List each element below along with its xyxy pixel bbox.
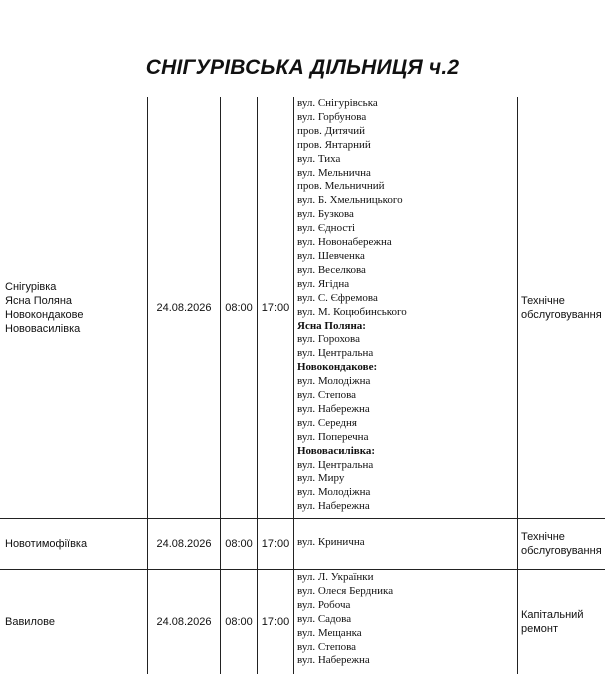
street-item: вул. Набережна bbox=[297, 402, 370, 415]
page-title: СНІГУРІВСЬКА ДІЛЬНИЦЯ ч.2 bbox=[145, 56, 460, 79]
street-item: вул. Молодіжна bbox=[297, 486, 371, 499]
time-to: 17:00 bbox=[261, 301, 290, 314]
outage-date: 24.08.2026 bbox=[156, 616, 212, 628]
settlement-header: Нововасилівка: bbox=[297, 444, 376, 457]
street-item: вул. Горбунова bbox=[297, 110, 367, 123]
street-item: вул. Молодіжна bbox=[297, 375, 371, 388]
street-item: вул. Олеся Бердника bbox=[297, 584, 394, 597]
time-to-cell bbox=[258, 97, 293, 518]
streets-list bbox=[297, 97, 407, 514]
settlement-name: Нововасилівка bbox=[5, 322, 81, 335]
time-from: 08:00 bbox=[225, 301, 253, 314]
work-type: обслуговування bbox=[521, 545, 602, 557]
work-type: обслуговування bbox=[521, 308, 602, 321]
time-from: 08:00 bbox=[225, 538, 253, 550]
street-item: вул. Горохова bbox=[297, 333, 360, 346]
street-item: пров. Мельничний bbox=[297, 180, 385, 193]
street-item: вул. Набережна bbox=[297, 654, 370, 667]
street-item: вул. Новонабережна bbox=[297, 236, 392, 249]
time-to-cell bbox=[258, 519, 293, 569]
settlement-name: Новокондакове bbox=[5, 308, 84, 321]
time-from-cell bbox=[221, 570, 257, 674]
date-cell bbox=[148, 97, 220, 518]
work-type-cell bbox=[521, 97, 605, 518]
time-to: 17:00 bbox=[261, 616, 290, 628]
outage-date: 24.08.2026 bbox=[156, 538, 212, 550]
street-item: вул. Поперечна bbox=[297, 430, 369, 443]
settlements-cell bbox=[5, 570, 145, 674]
settlement-header: Ясна Поляна: bbox=[297, 319, 366, 332]
street-item: вул. С. Єфремова bbox=[297, 291, 378, 304]
table-row bbox=[0, 519, 605, 569]
time-from-cell bbox=[221, 519, 257, 569]
settlements-cell bbox=[5, 97, 145, 518]
street-item: вул. Центральна bbox=[297, 347, 374, 360]
outage-schedule-table bbox=[0, 97, 605, 674]
outage-date: 24.08.2026 bbox=[156, 301, 212, 314]
settlement-header: Новокондакове: bbox=[297, 361, 378, 374]
streets-list bbox=[297, 571, 393, 668]
street-item: вул. Садова bbox=[297, 612, 352, 625]
street-item: вул. Веселкова bbox=[297, 263, 366, 276]
settlement-name: Снігурівка bbox=[5, 280, 57, 293]
street-item: вул. Шевченка bbox=[297, 249, 365, 262]
street-item: вул. Снігурівська bbox=[297, 97, 378, 109]
street-item: вул. Єдності bbox=[297, 222, 356, 235]
work-type-cell bbox=[521, 570, 605, 674]
work-type-cell bbox=[521, 519, 605, 569]
table-row bbox=[0, 97, 605, 518]
table-row bbox=[0, 570, 605, 674]
time-from: 08:00 bbox=[225, 616, 253, 628]
work-type: Капітальний bbox=[521, 609, 584, 621]
date-cell bbox=[148, 519, 220, 569]
street-item: вул. Мещанка bbox=[297, 626, 362, 639]
street-item: вул. Миру bbox=[297, 472, 345, 485]
street-item: вул. Середня bbox=[297, 416, 357, 429]
settlements-cell bbox=[5, 519, 145, 569]
street-item: вул. Бузкова bbox=[297, 208, 354, 221]
street-item: вул. Тиха bbox=[297, 152, 341, 165]
settlement-name: Вавилове bbox=[5, 616, 55, 628]
time-to: 17:00 bbox=[261, 538, 290, 550]
date-cell bbox=[148, 570, 220, 674]
work-type: Технічне bbox=[521, 531, 565, 543]
street-item: вул. М. Коцюбинського bbox=[297, 305, 407, 318]
street-item: вул. Л. Українки bbox=[297, 571, 374, 583]
street-item: вул. Б. Хмельницького bbox=[297, 194, 403, 207]
work-type: Технічне bbox=[521, 294, 565, 307]
time-to-cell bbox=[258, 570, 293, 674]
street-item: вул. Кринична bbox=[297, 536, 365, 548]
street-item: вул. Степова bbox=[297, 389, 357, 402]
street-item: вул. Мельнична bbox=[297, 166, 371, 179]
street-item: пров. Янтарний bbox=[297, 138, 371, 151]
street-item: вул. Степова bbox=[297, 640, 357, 653]
street-item: вул. Ягідна bbox=[297, 277, 350, 290]
streets-list bbox=[297, 536, 365, 550]
street-item: вул. Центральна bbox=[297, 458, 374, 471]
settlement-name: Новотимофіївка bbox=[5, 538, 88, 550]
street-item: вул. Робоча bbox=[297, 598, 351, 611]
street-item: вул. Набережна bbox=[297, 500, 370, 513]
street-item: пров. Дитячий bbox=[297, 124, 365, 137]
time-from-cell bbox=[221, 97, 257, 518]
settlement-name: Ясна Поляна bbox=[5, 294, 73, 307]
work-type: ремонт bbox=[521, 623, 559, 635]
